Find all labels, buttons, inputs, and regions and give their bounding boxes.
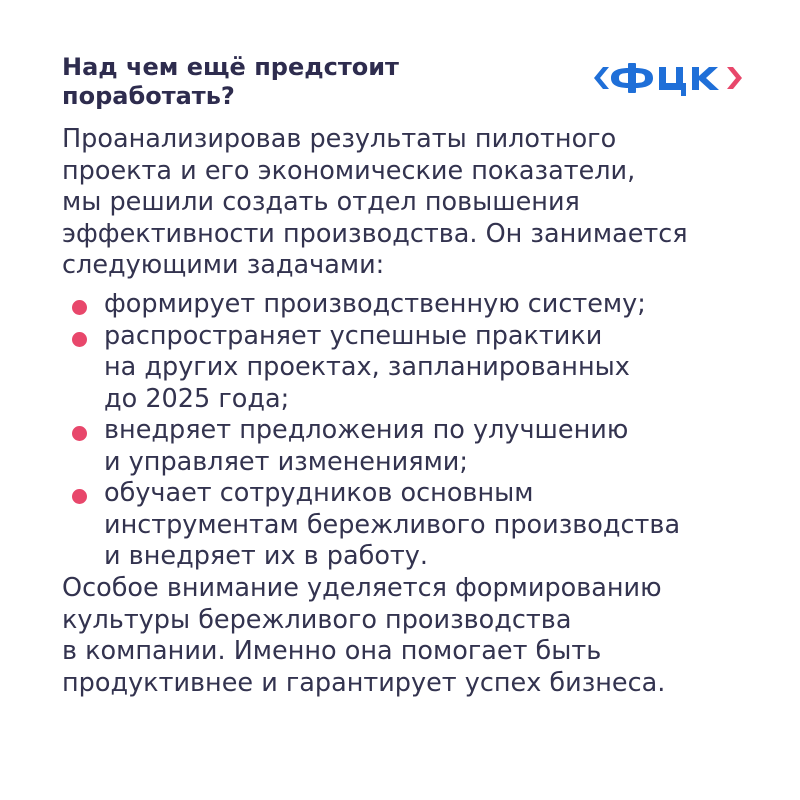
bullet-dot-icon bbox=[72, 300, 87, 315]
logo-letter-k bbox=[692, 67, 719, 90]
bullet-dot-icon bbox=[72, 489, 87, 504]
title-line: Над чем ещё предстоит bbox=[62, 53, 399, 81]
intro-line: следующими задачами: bbox=[62, 250, 385, 280]
outro-paragraph bbox=[62, 573, 752, 699]
list-item-text: до 2025 года; bbox=[104, 383, 290, 414]
list-item-text: и управляет изменениями; bbox=[104, 446, 468, 477]
list-item bbox=[62, 415, 752, 478]
list-item-text: распространяет успешные практики bbox=[104, 320, 603, 351]
list-item-text: внедряет предложения по улучшению bbox=[104, 415, 629, 445]
intro-line: эффективности производства. Он занимается bbox=[62, 218, 688, 249]
intro-line: проекта и его экономические показатели, bbox=[62, 155, 636, 186]
logo-letter-f bbox=[611, 63, 653, 93]
bullet-dot-icon bbox=[72, 332, 87, 347]
list-item bbox=[62, 478, 752, 573]
outro-line: Особое внимание уделяется формированию bbox=[62, 573, 662, 603]
list-item-text: обучает сотрудников основным bbox=[104, 478, 534, 508]
intro-line: Проанализировав результаты пилотного bbox=[62, 124, 617, 154]
logo-left-chevron bbox=[594, 67, 609, 89]
logo-letter-ts bbox=[659, 67, 686, 96]
logo-right-chevron bbox=[727, 67, 742, 89]
fck-logo bbox=[592, 58, 744, 98]
list-item-text: и внедряет их в работу. bbox=[104, 541, 428, 571]
task-list bbox=[62, 289, 752, 573]
outro-line: культуры бережливого производства bbox=[62, 604, 572, 635]
title-line: поработать? bbox=[62, 82, 235, 110]
outro-line: в компании. Именно она помогает быть bbox=[62, 636, 602, 666]
list-item-text: на других проектах, запланированных bbox=[104, 352, 630, 382]
list-item bbox=[62, 289, 752, 321]
list-item-text: формирует производственную систему; bbox=[104, 289, 646, 319]
page-title bbox=[62, 53, 482, 111]
list-item bbox=[62, 321, 752, 416]
outro-line: продуктивнее и гарантирует успех бизнеса. bbox=[62, 667, 666, 698]
intro-line: мы решили создать отдел повышения bbox=[62, 187, 580, 217]
list-item-text: инструментам бережливого производства bbox=[104, 509, 681, 540]
bullet-dot-icon bbox=[72, 426, 87, 441]
intro-paragraph bbox=[62, 124, 752, 282]
